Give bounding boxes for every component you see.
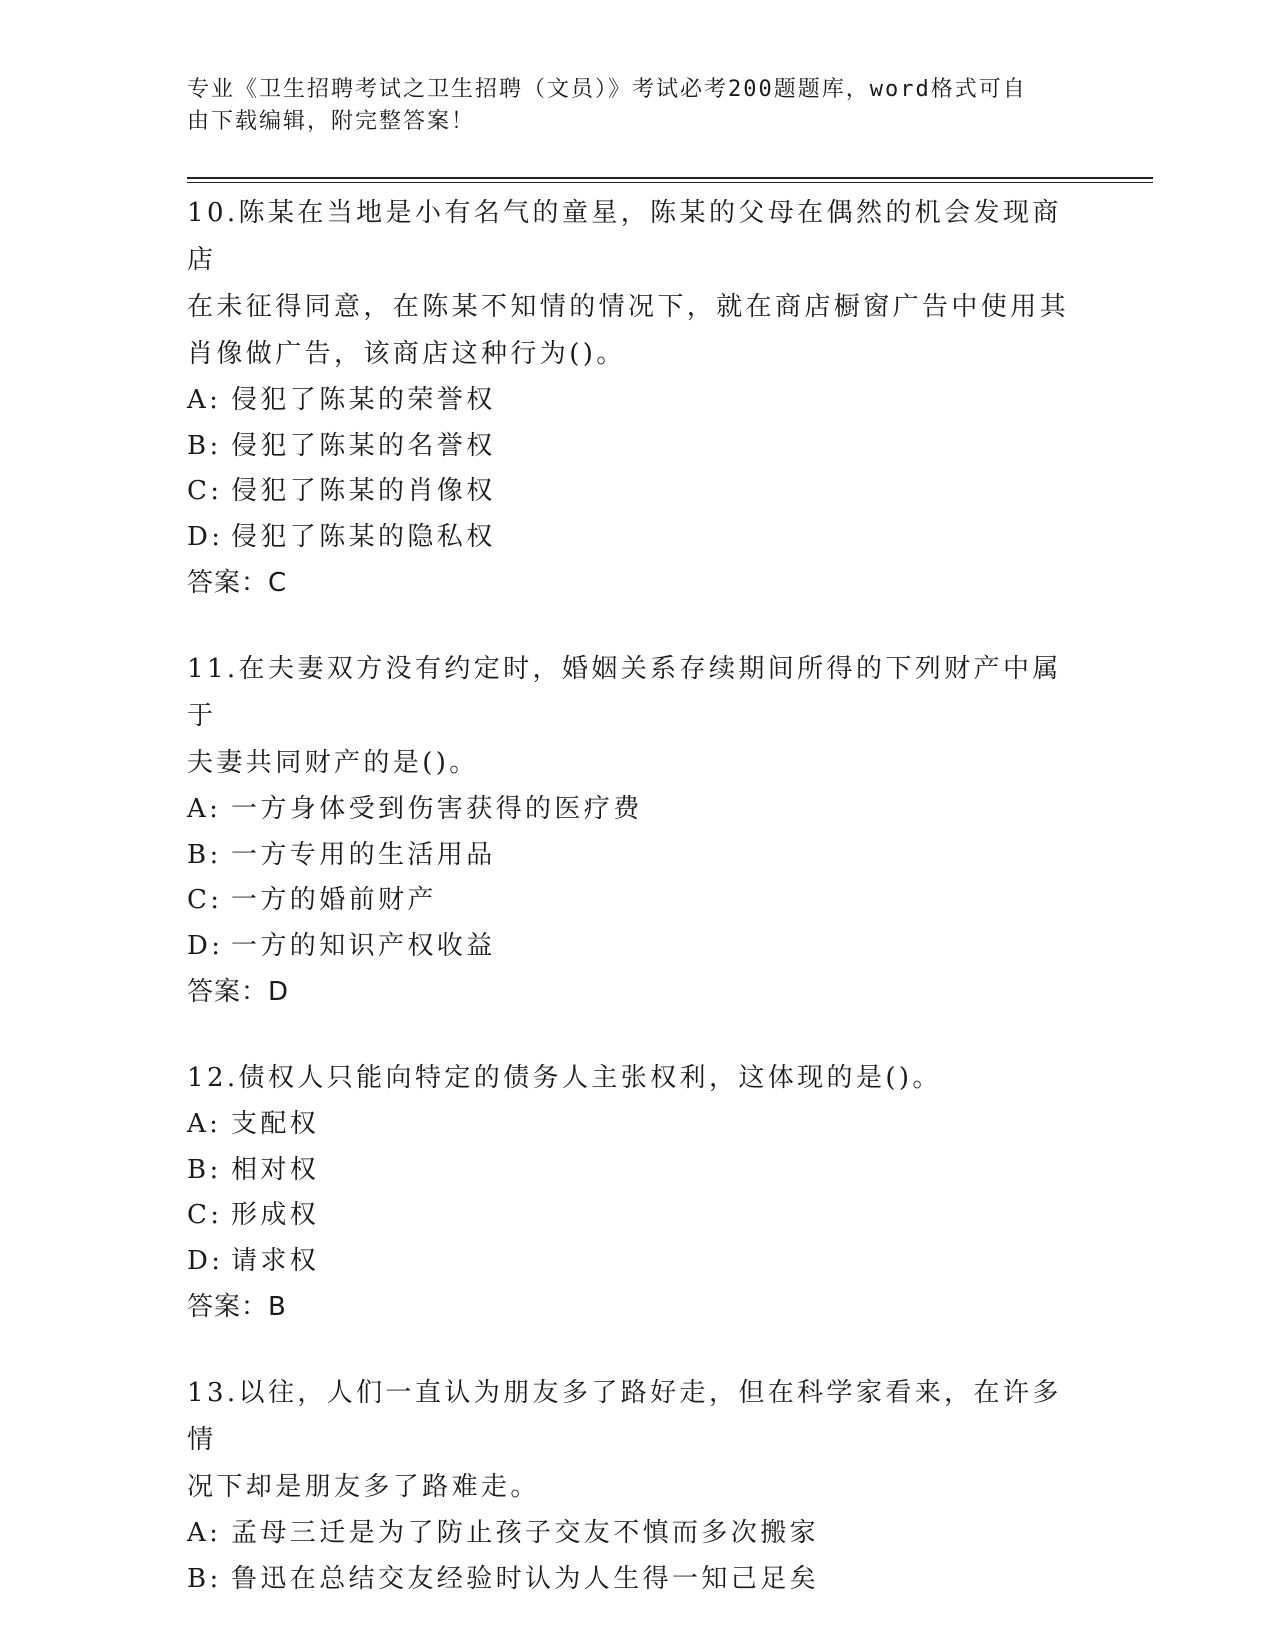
question-stem [187, 1055, 1087, 1102]
option-c [187, 878, 1087, 924]
option-letter: C: [187, 476, 223, 506]
option-text: 一方专用的生活用品 [231, 839, 496, 870]
header-note-line-2: 由下载编辑，附完整答案！ [187, 109, 476, 134]
option-c [187, 1193, 1087, 1239]
option-text: 侵犯了陈某的荣誉权 [231, 385, 496, 415]
stem-line: 在未征得同意，在陈某不知情的情况下，就在商店橱窗广告中使用其 [187, 292, 1070, 322]
option-c [187, 469, 1087, 515]
option-text: 相对权 [231, 1154, 320, 1185]
question-stem [187, 1370, 1087, 1511]
option-b [187, 833, 1087, 879]
stem-line: 夫妻共同财产的是()。 [187, 748, 479, 778]
option-letter: A: [187, 385, 222, 415]
option-d [187, 924, 1087, 970]
option-list [187, 1511, 1087, 1602]
option-letter: A: [187, 1109, 222, 1139]
option-letter: B: [187, 1563, 222, 1594]
option-text: 一方的婚前财产 [231, 885, 437, 915]
option-text: 鲁迅在总结交友经验时认为人生得一知己足矣 [231, 1563, 820, 1594]
header-rule-thin [187, 182, 1153, 183]
option-text: 支配权 [231, 1109, 320, 1139]
option-text: 形成权 [231, 1200, 320, 1230]
option-letter: C: [187, 885, 223, 915]
answer-line: 答案：D [187, 977, 290, 1007]
option-letter: B: [187, 1154, 222, 1185]
option-text: 请求权 [231, 1245, 320, 1276]
question-13 [187, 1370, 1087, 1602]
option-letter: D: [187, 930, 224, 961]
option-letter: A: [187, 794, 222, 824]
option-text: 侵犯了陈某的肖像权 [231, 476, 496, 506]
option-b [187, 1557, 1087, 1603]
question-12 [187, 1055, 1087, 1330]
option-b [187, 1148, 1087, 1194]
question-stem [187, 190, 1087, 378]
option-letter: D: [187, 521, 224, 552]
question-stem [187, 646, 1087, 787]
stem-line: 肖像做广告，该商店这种行为()。 [187, 339, 626, 369]
option-list [187, 1102, 1087, 1284]
stem-line: 况下却是朋友多了路难走。 [187, 1472, 540, 1502]
answer-line: 答案：B [187, 1292, 287, 1322]
option-a [187, 378, 1087, 424]
question-10 [187, 190, 1087, 606]
option-b [187, 424, 1087, 470]
option-a [187, 787, 1087, 833]
header-rule-thick [187, 177, 1153, 179]
option-letter: A: [187, 1518, 222, 1548]
stem-line: 11.在夫妻双方没有约定时，婚姻关系存续期间所得的下列财产中属于 [187, 654, 1062, 731]
option-letter: B: [187, 839, 222, 870]
stem-line: 10.陈某在当地是小有名气的童星，陈某的父母在偶然的机会发现商店 [187, 198, 1062, 275]
stem-line: 12.债权人只能向特定的债务人主张权利，这体现的是()。 [187, 1063, 942, 1093]
option-text: 侵犯了陈某的名誉权 [231, 430, 496, 461]
question-11 [187, 646, 1087, 1015]
header-note [187, 74, 1067, 138]
option-d [187, 1239, 1087, 1285]
option-text: 一方身体受到伤害获得的医疗费 [231, 794, 643, 824]
option-text: 孟母三迁是为了防止孩子交友不慎而多次搬家 [231, 1518, 820, 1548]
option-a [187, 1102, 1087, 1148]
header-note-line-1: 专业《卫生招聘考试之卫生招聘（文员）》考试必考200题题库，word格式可自 [187, 77, 1027, 102]
option-text: 一方的知识产权收益 [231, 930, 496, 961]
option-letter: B: [187, 430, 222, 461]
question-list [187, 190, 1087, 1642]
option-a [187, 1511, 1087, 1557]
option-list [187, 378, 1087, 560]
option-d [187, 515, 1087, 561]
option-text: 侵犯了陈某的隐私权 [231, 521, 496, 552]
stem-line: 13.以往，人们一直认为朋友多了路好走，但在科学家看来，在许多情 [187, 1378, 1062, 1455]
option-letter: C: [187, 1200, 223, 1230]
answer-line: 答案：C [187, 568, 288, 598]
option-letter: D: [187, 1245, 224, 1276]
option-list [187, 787, 1087, 969]
